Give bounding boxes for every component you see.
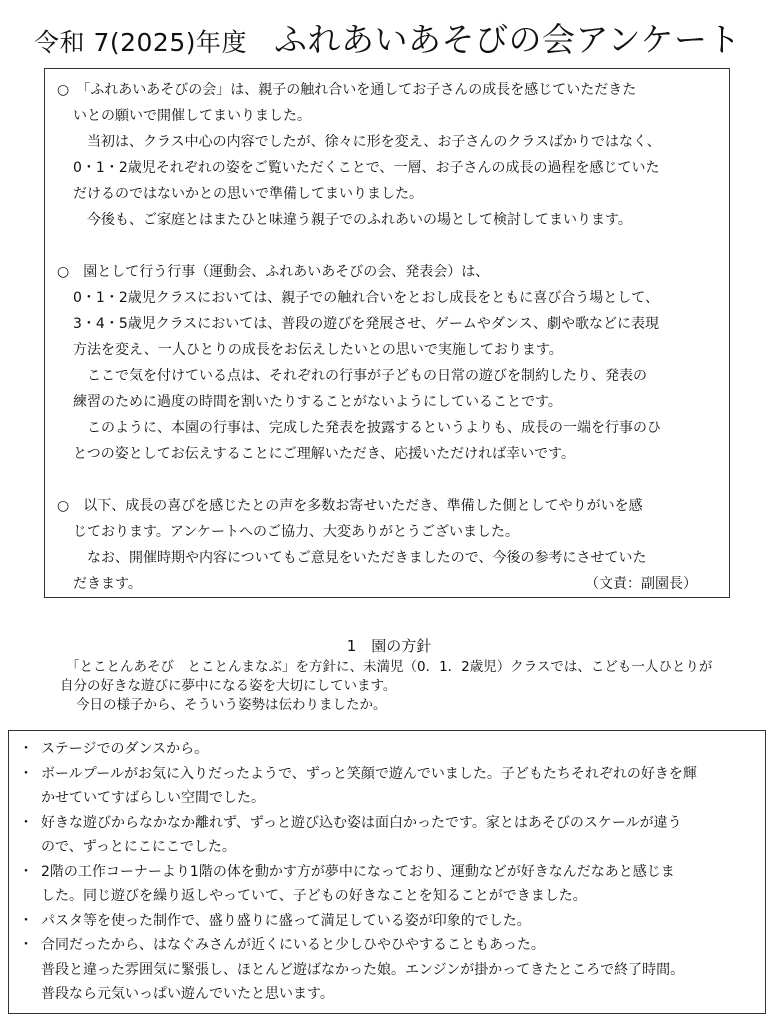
answer-text: かせていてすばらしい空間でした。 [41,790,265,806]
intro-line: 0・1・2歳児クラスにおいては、親子での触れ合いをとおし成長をともに喜び合う場として、 [73,290,660,306]
answer-text: ステージでのダンスから。 [41,741,209,757]
answer-text: パスタ等を使った制作で、盛り盛りに盛って満足している姿が印象的でした。 [41,912,531,929]
answer-item [19,933,759,958]
answer-text: ボールプールがお気に入りだったようで、ずっと笑顔で遊んでいました。子どもたちそれぞれの好きを輝 [41,765,697,782]
intro-line: ○ 「ふれあいあそびの会」は、親子の触れ合いを通してお子さんの成長を感じていただきた [57,82,637,98]
answer-item [19,737,759,762]
intro-line: 0・1・2歳児それぞれの姿をご覧いただくことで、一層、お子さんの成長の過程を感じていた [73,160,660,176]
intro-line: だけるのではないかとの思いで準備してまいりました。 [73,186,423,202]
answer-text: 普段なら元気いっぱい遊んでいたと思います。 [41,986,334,1002]
intro-line: だきます。 [73,576,142,592]
intro-box [44,68,730,598]
section-text: 「とことんあそび とことんまなぶ」を方針に、未満児（0．1．2歳児）クラスでは、こども一人ひとりが [66,659,713,675]
intro-line: なお、開催時期や内容についてもご意見をいただきましたので、今後の参考にさせていた [87,550,647,566]
intro-line: ○ 以下、成長の喜びを感じたとの声を多数お寄せいただき、準備した側としてやりがいを感 [57,498,643,514]
intro-line: ここで気を付けている点は、それぞれの行事が子どもの日常の遊びを制約したり、発表の [87,368,647,384]
intro-line: 今後も、ご家庭とはまたひと味違う親子でのふれあいの場として検討してまいります。 [87,212,632,228]
section-text: 自分の好きな遊びに夢中になる姿を大切にしています。 [60,678,397,694]
answer-item [19,909,759,934]
section-title: 1 園の方針 [346,637,432,655]
section-question: 今日の様子から、そういう姿勢は伝わりましたか。 [76,697,387,713]
author-credit: （文責：副園長） [585,576,697,592]
title-year: 令和 7(2025)年度 [34,28,247,57]
policy-section [0,637,778,715]
intro-paragraph [57,259,719,467]
intro-line: 3・4・5歳児クラスにおいては、普段の遊びを発展させ、ゲームやダンス、劇や歌などに表現 [73,316,660,332]
intro-line: 当初は、クラス中心の内容でしたが、徐々に形を変え、お子さんのクラスばかりではなく、 [87,134,661,150]
intro-paragraph [57,77,719,233]
intro-line: 練習のために過度の時間を割いたりすることがないようにしていることです。 [73,394,562,410]
bullet: ・ [19,814,33,831]
answers-box [8,730,766,1014]
intro-line: 方法を変え、一人ひとりの成長をお伝えしたいとの思いで実施しております。 [73,342,563,358]
answer-text: 好きな遊びからなかなか離れず、ずっと遊び込む姿は面白かったです。家とはあそびのスケールが違う [41,814,682,831]
intro-paragraph [57,493,719,597]
answer-text: ので、ずっとにこにこでした。 [41,839,236,855]
bullet: ・ [19,912,33,929]
intro-line: このように、本園の行事は、完成した発表を披露するというよりも、成長の一端を行事のひ [87,420,661,436]
answer-item [19,762,759,787]
answer-item [19,860,759,885]
intro-line: とつの姿としてお伝えすることにご理解いただき、応援いただければ幸いです。 [73,446,576,462]
bullet: ・ [19,741,33,757]
intro-line: ○ 園として行う行事（運動会、ふれあいあそびの会、発表会）は、 [57,264,490,280]
answer-text: した。同じ遊びを繰り返しやっていて、子どもの好きなことを知ることができました。 [41,888,587,904]
bullet: ・ [19,937,33,953]
intro-line: じております。アンケートへのご協力、大変ありがとうございました。 [73,524,520,540]
answer-text: 普段と違った雰囲気に緊張し、ほとんど遊ばなかった娘。エンジンが掛かってきたところで終了時間。 [41,961,685,978]
answer-text: 2階の工作コーナーより1階の体を動かす方が夢中になっており、運動などが好きなんだなあと感じま [41,863,675,880]
answer-text: 合同だったから、はなぐみさんが近くにいると少しひやひやすることもあった。 [41,937,545,953]
bullet: ・ [19,863,33,880]
intro-line: いとの願いで開催してまいりました。 [73,108,311,124]
title-main: ふれあいあそびの会アンケート [273,20,742,59]
page-title [34,14,741,61]
answer-item [19,811,759,836]
bullet: ・ [19,765,33,782]
